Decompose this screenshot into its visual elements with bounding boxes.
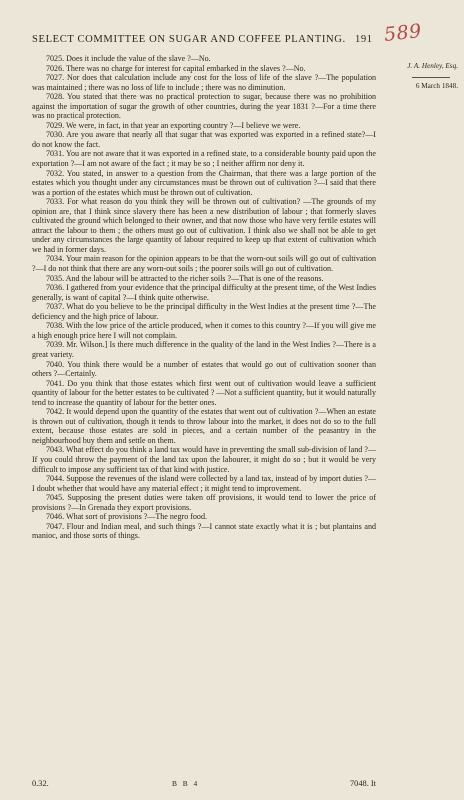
testimony-paragraph: 7044. Suppose the revenues of the island were collected by a land tax, instead of by import duties ?—I doubt whether that would have any material effect ; it might tend to improvement. [32,474,376,493]
testimony-paragraph: 7031. You are not aware that it was exported in a refined state, to a considerable bounty paid upon the exportation ?—I am not aware of the fact ; it may be so ; I neither affirm nor deny it. [32,149,376,169]
testimony-paragraph: 7030. Are you aware that nearly all that sugar that was exported was exported in a refined state?—I do not know the fact. [32,130,376,149]
footer-reference: 0.32. [32,779,49,788]
margin-rule [412,77,450,78]
testimony-paragraph: 7043. What effect do you think a land tax would have in preventing the small sub-division of land ?—If you could throw the payment of the land tax upon the labourer, it might do so ; but it would be very difficult to impose any sufficient tax of that kind with justice. [32,445,376,474]
testimony-paragraph: 7046. What sort of provisions ?—The negro food. [46,512,207,522]
printer-signature: B B 4 [172,779,200,788]
testimony-paragraph: 7045. Supposing the present duties were taken off provisions, it would tend to lower the price of provisions ?—In Grenada they export provisions. [32,493,376,512]
header-title: SELECT COMMITTEE ON SUGAR AND COFFEE PLANTING. [32,34,346,45]
handwritten-folio-number: 589 [382,20,423,46]
testimony-paragraph: 7029. We were, in fact, in that year an exporting country ?—I believe we were. [46,120,301,130]
testimony-paragraph: 7040. You think there would be a number of estates that would go out of cultivation sooner than others ?—Certainly. [32,359,376,379]
testimony-paragraph: 7034. Your main reason for the opinion appears to be that the worn-out soils will go out of cultivation ?—I do not think that there are any worn-out soils ; the poorer soils will go out of cultivation. [32,254,376,274]
testimony-paragraph: 7038. With the low price of the article produced, when it comes to this country ?—If you will give me a high enough price here I will not complain. [32,321,376,340]
catchword: 7048. It [349,779,376,788]
testimony-paragraph: 7028. You stated that there was no practical protection to sugar, because there was no prohibition against the importation of sugar the growth of other countries, during the year 1831 ?—For a time there was no practical protection. [32,92,376,121]
testimony-paragraph: 7047. Flour and Indian meal, and such things ?—I cannot state exactly what it is ; but plantains and manioc, and those sorts of things. [32,521,376,541]
page-number: 191 [355,34,373,45]
testimony-paragraph: 7027. Nor does that calculation include any cost for the loss of life of the slave ?—The population was maintained ; there was no loss of life to include ; there was no diminution. [32,73,376,92]
testimony-paragraph: 7025. Does it include the value of the slave ?—No. [46,54,211,63]
running-header [32,34,372,45]
testimony-paragraph: 7037. What do you believe to be the principal difficulty in the West Indies at the present time ?—The deficiency and the high price of labour. [32,302,376,321]
testimony-paragraph: 7035. And the labour will be attracted to the richer soils ?—That is one of the reasons. [46,273,324,283]
testimony-paragraph: 7026. There was no charge for interest for capital embarked in the slaves ?—No. [46,63,306,73]
witness-name: J. A. Henley, Esq. [407,62,458,70]
testimony-paragraph: 7039. Mr. Wilson.] Is there much difference in the quality of the land in the West Indies ?—There is a great variety. [32,340,376,359]
testimony-paragraph: 7033. For what reason do you think they will be thrown out of cultivation? —The grounds of my opinion are, that I think since slavery there has been a new distribution of labour ; that formerly slaves cultivated the ground which belonged to their owner, and that now those who have very fertile estates will attract the labour to them ; the others must go out of cultivation. I think also we shall not be able to get under any circumstances the large quantity of labour required to keep up that extent of cultivation which we had in former days. [32,197,376,254]
page-footer [32,779,376,791]
margin-note [384,62,458,91]
testimony-paragraph: 7032. You stated, in answer to a question from the Chairman, that there was a large portion of the estates which you thought under any circumstances must be thrown out of cultivation ?—I said that there was a portion of the estates which must be thrown out of cultivation. [32,168,376,197]
testimony-body [32,54,376,541]
testimony-paragraph: 7041. Do you think that those estates which first went out of cultivation would leave a sufficient quantity of labour for the better estates to be cultivated ? —Not a sufficient quantity, but it would naturally tend to increase the quantity of labour for the better ones. [32,378,376,407]
testimony-paragraph: 7036. I gathered from your evidence that the principal difficulty at the present time, of the West Indies generally, is want of capital ?—I think quite otherwise. [32,283,376,302]
testimony-paragraph: 7042. It would depend upon the quantity of the estates that went out of cultivation ?—When an estate is thrown out of cultivation, though it tends to throw labour into the market, it does not do so to the full extent, because those estates are sold in pieces, and a certain number of the peasantry in the neighbourhood buy them and settle on them. [32,407,376,445]
testimony-date: 6 March 1848. [415,82,458,90]
